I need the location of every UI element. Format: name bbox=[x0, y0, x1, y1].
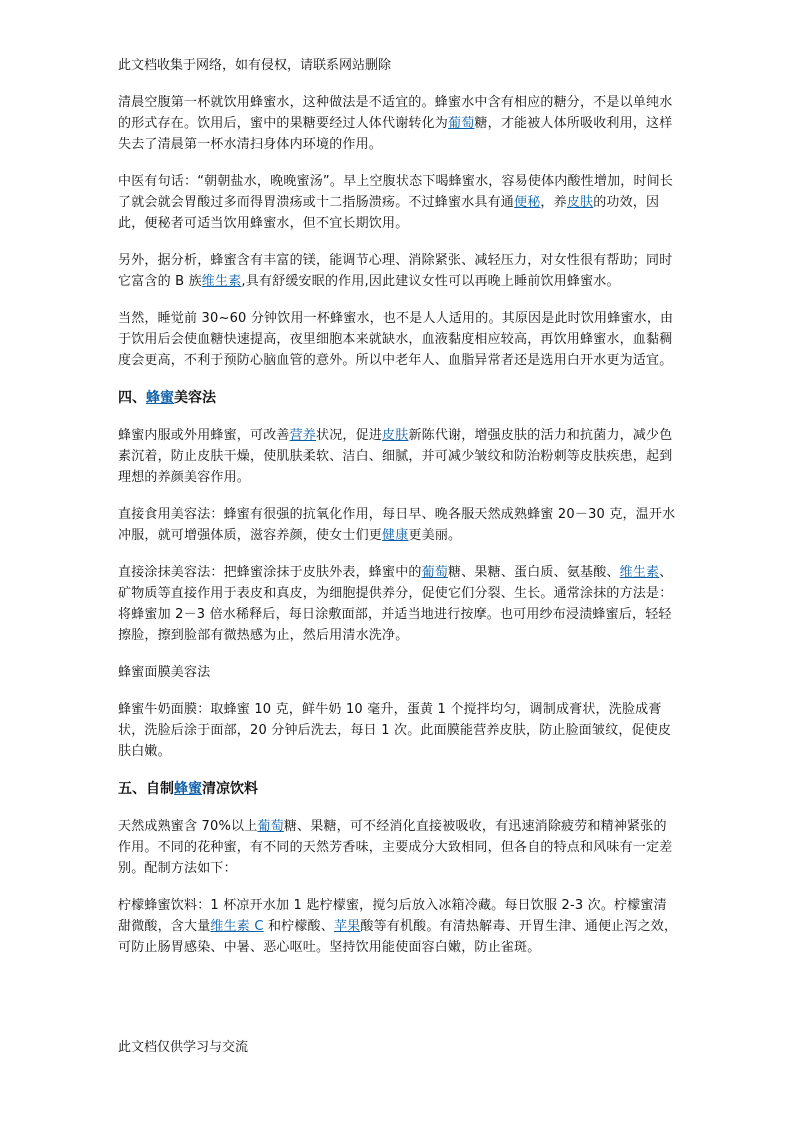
text: 糖、果糖、蛋白质、氨基酸、 bbox=[448, 565, 620, 580]
text: 清晨空腹第一杯就饮用蜂蜜水，这种做法是不适宜的。蜂蜜水中含有相应的糖分，不是以单纯水的形式存在。饮用后，蜜中的果糖要经过人体代谢转化为 bbox=[118, 95, 673, 131]
paragraph-before-sleep: 当然，睡觉前 30~60 分钟饮用一杯蜂蜜水，也不是人人适用的。其原因是此时饮用蜂蜜水，由于饮用后会使血糖快速提高，夜里细胞本来就缺水，血液黏度相应较高，再饮用蜂蜜水，血黏稠度会更高，不利于预防心脑血管的意外。所以中老年人、血脂异常者还是选用白开水更为适宜。 bbox=[118, 311, 674, 368]
link-glucose[interactable]: 葡萄 bbox=[448, 116, 475, 131]
paragraph-direct-applying bbox=[118, 562, 678, 646]
link-honey[interactable]: 蜂蜜 bbox=[146, 390, 174, 406]
text: 糖，才能被人体所吸收利用，这样失去了清晨第一杯水清扫身体内环境的作用。 bbox=[118, 116, 673, 152]
link-glucose[interactable]: 葡萄 bbox=[421, 565, 449, 580]
page-footer: 此文档仅供学习与交流 bbox=[118, 1040, 249, 1055]
text: 、矿物质等直接作用于表皮和真皮，为细胞提供养分，促使它们分裂、生长。通常涂抹的方法是：将蜂蜜加 2－3 倍水稀释后，每日涂敷面部，并适当地进行按摩。也可用纱布浸渍蜂蜜后，轻轻擦脸，擦到脸部有微热感为止，然后用清水洗净。 bbox=[118, 565, 673, 643]
document-body bbox=[118, 56, 678, 958]
text: 清凉饮料 bbox=[202, 781, 258, 797]
text: 中医有句话：“朝朝盐水，晚晚蜜汤”。早上空腹状态下喝蜂蜜水，容易使体内酸性增加，时间长了就会就会胃酸过多而得胃溃疡或十二指肠溃疡。不过蜂蜜水具有通 bbox=[118, 174, 674, 210]
section-heading-drinks bbox=[118, 778, 678, 800]
link-nutrition[interactable]: 营养 bbox=[289, 428, 317, 443]
link-honey[interactable]: 蜂蜜 bbox=[174, 781, 202, 797]
link-glucose[interactable]: 葡萄 bbox=[257, 819, 284, 834]
text: 更美丽。 bbox=[408, 528, 462, 543]
link-skin[interactable]: 皮肤 bbox=[566, 195, 594, 210]
text: 直接涂抹美容法：把蜂蜜涂抹于皮肤外表，蜂蜜中的 bbox=[118, 565, 422, 580]
text: 五、自制 bbox=[118, 781, 174, 797]
link-skin[interactable]: 皮肤 bbox=[382, 428, 409, 443]
text: 四、 bbox=[118, 390, 146, 406]
paragraph-chinese-medicine bbox=[118, 171, 678, 234]
text: 新陈代谢，增强皮肤的活力和抗菌力，减少色素沉着，防止皮肤干燥，使肌肤柔软、洁白、细腻，并可减少皱纹和防治粉刺等皮肤疾患，起到理想的养颜美容作用。 bbox=[118, 428, 673, 485]
paragraph-milk-mask: 蜂蜜牛奶面膜：取蜂蜜 10 克，鲜牛奶 10 毫升，蛋黄 1 个搅拌均匀，调制成膏状，洗脸成膏状，洗脸后涂于面部，20 分钟后洗去，每日 1 次。此面膜能营养皮肤，防止脸面皱纹，促使皮肤白嫩。 bbox=[118, 702, 672, 759]
link-vitamin-c[interactable]: 维生素 C bbox=[210, 919, 264, 934]
paragraph-magnesium bbox=[118, 250, 678, 292]
text: 糖、果糖，可不经消化直接被吸收，有迅速消除疲劳和精神紧张的作用。不同的花种蜜，有不同的天然芳香味，主要成分大致相同，但各自的特点和风味有一定差别。配制方法如下： bbox=[118, 819, 673, 876]
paragraph-natural-honey bbox=[118, 816, 678, 879]
paragraph-direct-eating bbox=[118, 504, 678, 546]
text: 天然成熟蜜含 70%以上 bbox=[118, 819, 258, 834]
paragraph-mask-title: 蜂蜜面膜美容法 bbox=[118, 665, 211, 680]
link-apple[interactable]: 苹果 bbox=[333, 919, 361, 934]
text: 蜂蜜内服或外用蜂蜜，可改善 bbox=[118, 428, 290, 443]
section-heading-beauty bbox=[118, 387, 678, 409]
text: 的功效，因此，便秘者可适当饮用蜂蜜水，但不宜长期饮用。 bbox=[118, 195, 660, 231]
paragraph-lemon-honey bbox=[118, 895, 678, 958]
link-vitamin[interactable]: 维生素 bbox=[201, 274, 242, 289]
link-vitamin[interactable]: 维生素 bbox=[619, 565, 660, 580]
text: 直接食用美容法：蜂蜜有很强的抗氧化作用，每日早、晚各服天然成熟蜂蜜 20－30 克，温开水冲服，就可增强体质，滋容养颜，使女士们更 bbox=[118, 507, 676, 543]
paragraph-honey-morning bbox=[118, 92, 678, 155]
text: ，养 bbox=[540, 195, 567, 210]
paragraph-internal-external bbox=[118, 425, 678, 488]
page-header: 此文档收集于网络，如有侵权，请联系网站删除 bbox=[118, 58, 392, 73]
text: 另外，据分析，蜂蜜含有丰富的镁，能调节心理、消除紧张、减轻压力，对女性很有帮助；同时它富含的 B 族 bbox=[118, 253, 673, 289]
text: 状况，促进 bbox=[316, 428, 383, 443]
text: 和柠檬酸、 bbox=[263, 919, 334, 934]
text: 酸等有机酸。有清热解毒、开胃生津、通便止泻之效，可防止肠胃感染、中暑、恶心呕吐。坚持饮用能使面容白嫩，防止雀斑。 bbox=[118, 919, 678, 955]
text: ,具有舒缓安眠的作用,因此建议女性可以再晚上睡前饮用蜂蜜水。 bbox=[241, 274, 620, 289]
text: 柠檬蜂蜜饮料：1 杯凉开水加 1 匙柠檬蜜，搅匀后放入冰箱冷藏。每日饮服 2-3 次。柠檬蜜清甜微酸，含大量 bbox=[118, 898, 667, 934]
link-health[interactable]: 健康 bbox=[382, 528, 409, 543]
link-constipation[interactable]: 便秘 bbox=[514, 195, 541, 210]
text: 美容法 bbox=[174, 390, 216, 406]
